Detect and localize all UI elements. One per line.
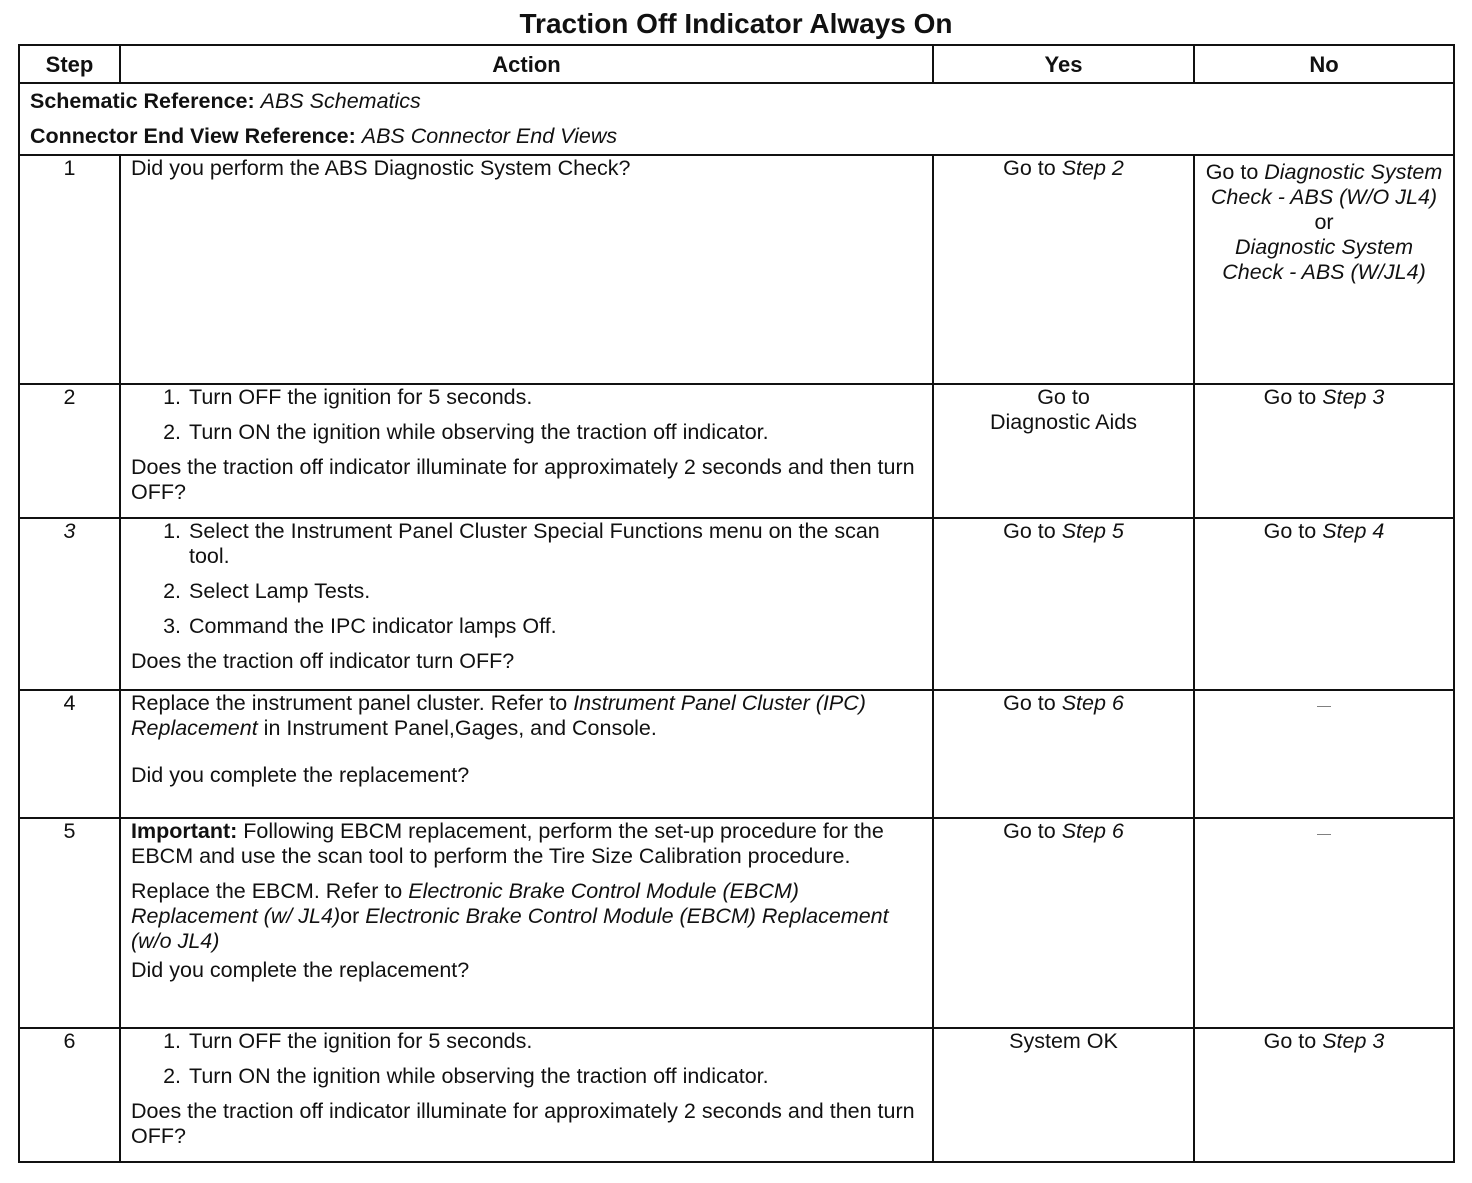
step-number: 5 — [19, 818, 120, 1028]
action-text — [131, 879, 922, 954]
no-cell — [1194, 518, 1454, 690]
header-step: Step — [19, 45, 120, 83]
step-number: 2 — [19, 384, 120, 518]
no-prefix: Go to — [1263, 385, 1323, 409]
no-dash: — — [1317, 825, 1331, 841]
action-step-item: 1. Turn OFF the ignition for 5 seconds. — [187, 385, 922, 410]
action-question: Does the traction off indicator illuminate for approximately 2 seconds and then turn OFF? — [131, 455, 915, 504]
action-text — [131, 691, 922, 741]
yes-cell — [933, 384, 1194, 518]
yes-link[interactable]: Step 6 — [1061, 819, 1124, 843]
yes-prefix: Go to — [1003, 819, 1062, 843]
yes-link[interactable]: Step 2 — [1061, 156, 1124, 180]
action-steps — [131, 1029, 922, 1089]
no-link[interactable]: Step 3 — [1322, 385, 1385, 409]
no-dash: — — [1317, 697, 1331, 713]
no-cell — [1194, 690, 1454, 818]
header-no: No — [1194, 45, 1454, 83]
action-cell — [120, 155, 933, 384]
yes-link[interactable]: Diagnostic Aids — [990, 410, 1137, 434]
no-or: or — [1314, 210, 1334, 234]
action-text-suffix: in Instrument Panel,Gages, and Console. — [257, 716, 657, 740]
action-text-or: or — [340, 904, 366, 928]
table-row — [19, 384, 1454, 518]
reference-row — [19, 83, 1454, 155]
connector-reference-link[interactable]: ABS Connector End Views — [361, 124, 618, 148]
action-step-item: 1. Turn OFF the ignition for 5 seconds. — [187, 1029, 922, 1054]
action-step-item: 2. Turn ON the ignition while observing the traction off indicator. — [187, 1064, 922, 1089]
connector-reference-label: Connector End View Reference: — [30, 124, 356, 148]
yes-cell — [933, 818, 1194, 1028]
action-text-link[interactable]: Instrument Panel Cluster (IPC) Replacement — [131, 691, 866, 740]
action-question: Does the traction off indicator illuminate for approximately 2 seconds and then turn OFF? — [131, 1099, 915, 1148]
schematic-reference-link[interactable]: ABS Schematics — [260, 89, 421, 113]
diagnostic-table — [18, 44, 1455, 1163]
yes-cell — [933, 690, 1194, 818]
no-link[interactable]: Step 4 — [1322, 519, 1385, 543]
no-prefix: Go to — [1263, 1029, 1323, 1053]
action-cell — [120, 518, 933, 690]
action-question: Did you perform the ABS Diagnostic System Check? — [131, 156, 631, 180]
no-cell — [1194, 384, 1454, 518]
important-note — [131, 819, 922, 869]
yes-prefix: Go to — [1037, 385, 1090, 409]
reference-cell — [19, 83, 1454, 155]
action-text-link[interactable]: Electronic Brake Control Module (EBCM) Replacement (w/o JL4) — [131, 904, 889, 953]
table-row — [19, 518, 1454, 690]
header-row — [19, 45, 1454, 83]
step-number: 6 — [19, 1028, 120, 1162]
yes-cell — [933, 155, 1194, 384]
header-yes: Yes — [933, 45, 1194, 83]
yes-link[interactable]: Step 6 — [1061, 691, 1124, 715]
no-link[interactable]: Diagnostic System Check - ABS (W/JL4) — [1222, 235, 1426, 284]
yes-prefix: Go to — [1003, 156, 1062, 180]
action-text-prefix: Replace the instrument panel cluster. Refer to — [131, 691, 574, 715]
action-text-prefix: Replace the EBCM. Refer to — [131, 879, 409, 903]
action-steps — [131, 519, 922, 639]
table-row — [19, 1028, 1454, 1162]
action-text-link[interactable]: Electronic Brake Control Module (EBCM) Replacement (w/ JL4) — [131, 879, 799, 928]
table-row — [19, 690, 1454, 818]
yes-prefix: Go to — [1003, 691, 1062, 715]
no-prefix: Go to — [1263, 519, 1323, 543]
action-steps — [131, 385, 922, 445]
action-cell — [120, 1028, 933, 1162]
action-step-item: 2. Turn ON the ignition while observing the traction off indicator. — [187, 420, 922, 445]
action-cell — [120, 384, 933, 518]
action-step-item: 1. Select the Instrument Panel Cluster Special Functions menu on the scan tool. — [187, 519, 922, 569]
action-question: Did you complete the replacement? — [131, 763, 470, 787]
action-question: Did you complete the replacement? — [131, 958, 470, 982]
connector-reference — [30, 119, 1443, 154]
header-action: Action — [120, 45, 933, 83]
step-number: 4 — [19, 690, 120, 818]
action-step-item: 2. Select Lamp Tests. — [187, 579, 922, 604]
yes-link[interactable]: Step 5 — [1061, 519, 1124, 543]
important-label: Important: — [131, 819, 238, 843]
step-number: 1 — [19, 155, 120, 384]
step-number — [19, 518, 120, 690]
no-link[interactable]: Step 3 — [1322, 1029, 1385, 1053]
step-number-text: 3 — [63, 519, 76, 543]
no-prefix: Go to — [1205, 160, 1265, 184]
important-text: Following EBCM replacement, perform the set-up procedure for the EBCM and use the scan tool to perform the Tire Size Calibration procedure. — [131, 819, 884, 868]
yes-result: System OK — [1009, 1029, 1118, 1053]
action-cell — [120, 818, 933, 1028]
yes-cell — [933, 1028, 1194, 1162]
no-link[interactable]: Diagnostic System Check - ABS (W/O JL4) — [1210, 160, 1443, 209]
schematic-reference-label: Schematic Reference: — [30, 89, 255, 113]
table-row — [19, 155, 1454, 384]
no-cell — [1194, 1028, 1454, 1162]
action-cell — [120, 690, 933, 818]
no-cell — [1194, 155, 1454, 384]
schematic-reference — [30, 84, 1443, 119]
action-step-item: 3. Command the IPC indicator lamps Off. — [187, 614, 922, 639]
yes-cell — [933, 518, 1194, 690]
no-cell — [1194, 818, 1454, 1028]
table-row — [19, 818, 1454, 1028]
page-title: Traction Off Indicator Always On — [519, 8, 953, 39]
yes-prefix: Go to — [1003, 519, 1062, 543]
action-question: Does the traction off indicator turn OFF? — [131, 649, 515, 673]
